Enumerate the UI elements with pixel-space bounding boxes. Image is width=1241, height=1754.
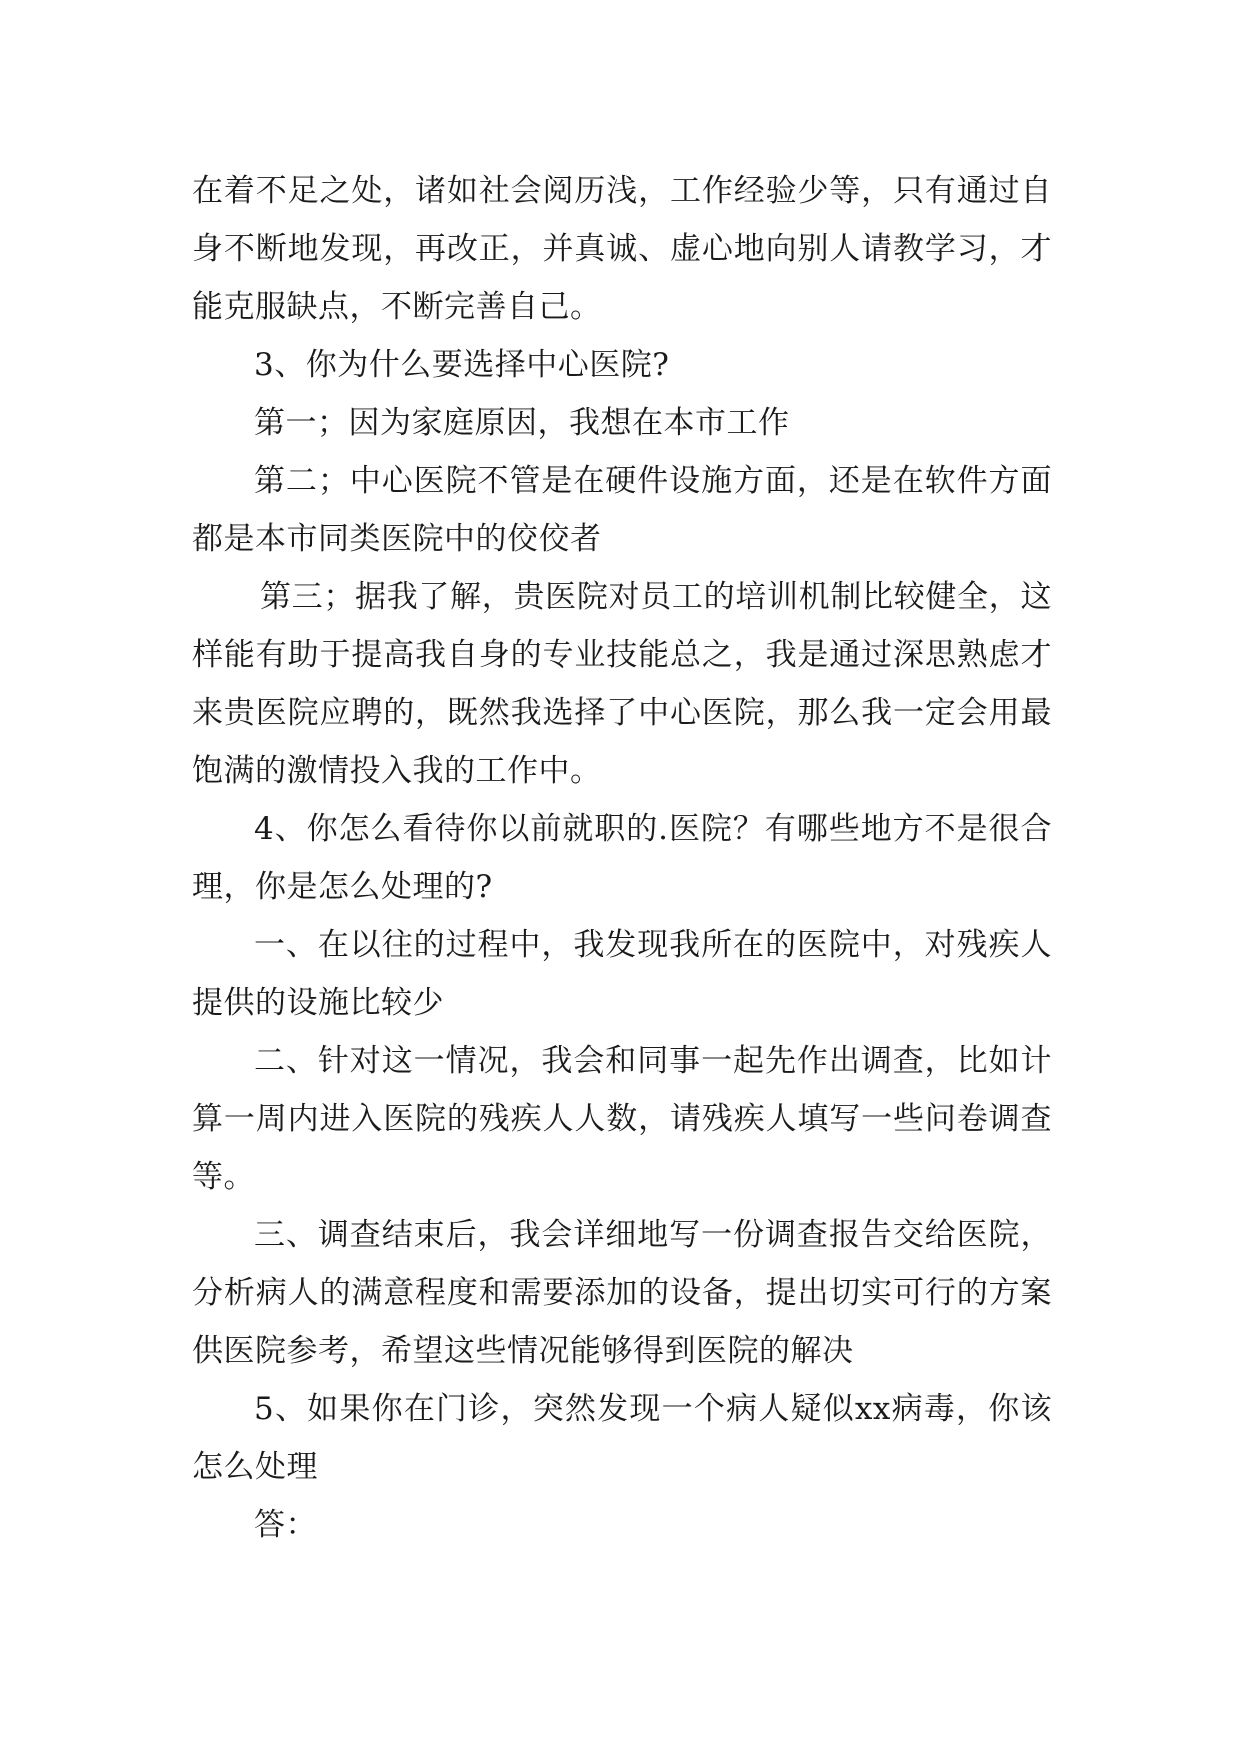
answer-3-point-1: 第一；因为家庭原因，我想在本市工作 [254, 405, 790, 441]
document-body [192, 162, 1052, 1554]
question-5: 5、如果你在门诊，突然发现一个病人疑似xx病毒，你该怎么处理 [192, 1391, 1052, 1485]
paragraph-continuation: 在着不足之处，诸如社会阅历浅，工作经验少等，只有通过自身不断地发现，再改正，并真诚、虚心地向别人请教学习，才能克服缺点，不断完善自己。 [192, 173, 1052, 325]
answer-4-point-1: 一、在以往的过程中，我发现我所在的医院中，对残疾人提供的设施比较少 [192, 927, 1052, 1021]
answer-4-point-2: 二、针对这一情况，我会和同事一起先作出调查，比如计算一周内进入医院的残疾人人数，请残疾人填写一些问卷调查等。 [192, 1043, 1052, 1195]
question-4: 4、你怎么看待你以前就职的.医院？有哪些地方不是很合理，你是怎么处理的? [192, 811, 1052, 905]
answer-3-point-2: 第二；中心医院不管是在硬件设施方面，还是在软件方面都是本市同类医院中的佼佼者 [192, 463, 1052, 557]
answer-5: 答： [254, 1507, 317, 1543]
question-3: 3、你为什么要选择中心医院? [254, 347, 670, 383]
answer-3-point-3: 第三；据我了解，贵医院对员工的培训机制比较健全，这样能有助于提高我自身的专业技能总之，我是通过深思熟虑才来贵医院应聘的，既然我选择了中心医院，那么我一定会用最饱满的激情投入我的工作中。 [192, 579, 1052, 789]
answer-4-point-3: 三、调查结束后，我会详细地写一份调查报告交给医院，分析病人的满意程度和需要添加的设备，提出切实可行的方案供医院参考，希望这些情况能够得到医院的解决 [192, 1217, 1052, 1369]
